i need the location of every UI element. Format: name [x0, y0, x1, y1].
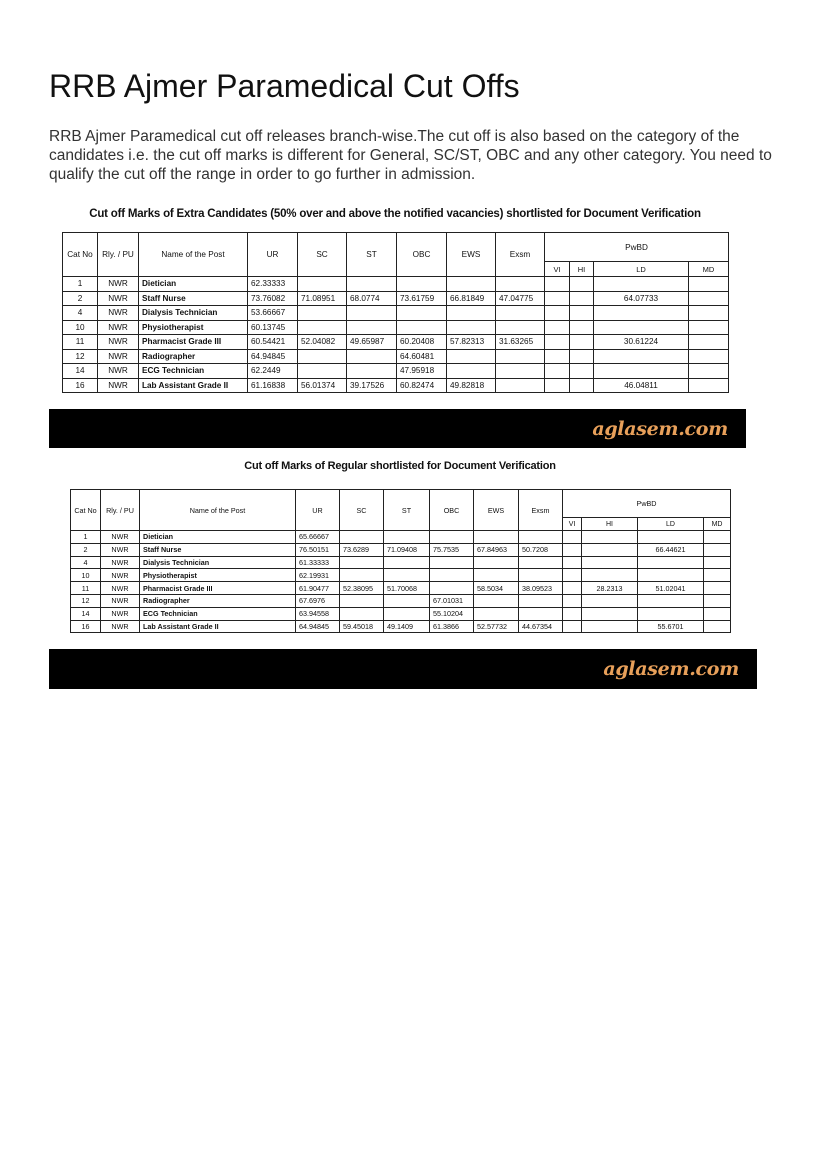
cell-sc [340, 556, 384, 569]
cell-rly: NWR [98, 320, 139, 335]
table-row [71, 556, 731, 569]
cell-sc: 52.04082 [298, 335, 347, 350]
cell-ews [447, 306, 496, 321]
cell-ews: 67.84963 [474, 543, 519, 556]
col-header-ur: UR [296, 490, 340, 531]
cell-vi [563, 569, 582, 582]
col-header-st: ST [347, 233, 397, 277]
cell-ews [447, 364, 496, 379]
cell-st: 68.0774 [347, 291, 397, 306]
col-header-post: Name of the Post [139, 233, 248, 277]
regular-table-body [71, 531, 731, 633]
cell-ur: 60.54421 [248, 335, 298, 350]
cell-ur: 53.66667 [248, 306, 298, 321]
aglasem-logo: aglasem.com [603, 658, 739, 680]
cell-ur: 64.94845 [248, 349, 298, 364]
cell-st: 71.09408 [384, 543, 430, 556]
col-header-ur: UR [248, 233, 298, 277]
cell-ews: 57.82313 [447, 335, 496, 350]
cell-post: Lab Assistant Grade II [140, 620, 296, 633]
table-row [71, 594, 731, 607]
cell-ld [594, 320, 689, 335]
cell-obc [430, 569, 474, 582]
cell-rly: NWR [98, 364, 139, 379]
cell-vi [563, 582, 582, 595]
cell-md [704, 594, 731, 607]
cell-post: Physiotherapist [139, 320, 248, 335]
cell-exsm [496, 320, 545, 335]
cell-rly: NWR [98, 335, 139, 350]
cell-hi [570, 349, 594, 364]
cell-sc [340, 531, 384, 544]
cell-hi [570, 291, 594, 306]
col-header-exsm: Exsm [496, 233, 545, 277]
cell-vi [545, 335, 570, 350]
cell-st: 39.17526 [347, 378, 397, 393]
cell-ur: 67.6976 [296, 594, 340, 607]
cell-cat-no: 12 [63, 349, 98, 364]
cell-exsm [519, 569, 563, 582]
cell-cat-no: 16 [63, 378, 98, 393]
cell-md [689, 291, 729, 306]
watermark-banner [49, 649, 757, 689]
cell-exsm [496, 277, 545, 292]
cell-ur: 65.66667 [296, 531, 340, 544]
cell-obc: 60.82474 [397, 378, 447, 393]
cell-ur: 62.33333 [248, 277, 298, 292]
cell-st [384, 556, 430, 569]
col-header-ews: EWS [447, 233, 496, 277]
cell-sc [340, 594, 384, 607]
cell-hi [570, 277, 594, 292]
cell-obc: 60.20408 [397, 335, 447, 350]
cell-post: Lab Assistant Grade II [139, 378, 248, 393]
col-header-rly: Rly. / PU [101, 490, 140, 531]
cell-sc: 73.6289 [340, 543, 384, 556]
cell-md [689, 349, 729, 364]
cell-exsm [496, 349, 545, 364]
cell-hi [570, 320, 594, 335]
cell-obc [430, 582, 474, 595]
cell-post: Dietician [140, 531, 296, 544]
col-header-sc: SC [298, 233, 347, 277]
cell-ews: 49.82818 [447, 378, 496, 393]
cell-md [689, 364, 729, 379]
cell-md [704, 607, 731, 620]
cell-vi [545, 320, 570, 335]
cell-exsm [519, 594, 563, 607]
cell-obc [430, 556, 474, 569]
cell-cat-no: 2 [71, 543, 101, 556]
cell-rly: NWR [101, 607, 140, 620]
cell-rly: NWR [101, 582, 140, 595]
cell-cat-no: 4 [63, 306, 98, 321]
table-row [63, 306, 729, 321]
table-row [71, 569, 731, 582]
cell-st [347, 364, 397, 379]
cell-ld [638, 594, 704, 607]
cell-st [347, 306, 397, 321]
cell-exsm [496, 378, 545, 393]
cell-st: 51.70068 [384, 582, 430, 595]
cell-ews [447, 349, 496, 364]
cell-ur: 64.94845 [296, 620, 340, 633]
cell-ld [638, 531, 704, 544]
col-header-ld: LD [594, 262, 689, 277]
cell-hi [582, 620, 638, 633]
cell-ur: 61.33333 [296, 556, 340, 569]
cell-hi [582, 531, 638, 544]
cell-st [347, 349, 397, 364]
cell-ld: 46.04811 [594, 378, 689, 393]
cell-ur: 62.2449 [248, 364, 298, 379]
cell-ur: 60.13745 [248, 320, 298, 335]
cell-md [704, 582, 731, 595]
cell-vi [563, 594, 582, 607]
cell-md [689, 306, 729, 321]
cell-ld: 30.61224 [594, 335, 689, 350]
col-header-md: MD [689, 262, 729, 277]
cell-ld [594, 349, 689, 364]
table-row [71, 607, 731, 620]
table-row [63, 335, 729, 350]
cell-st: 49.65987 [347, 335, 397, 350]
cell-post: Staff Nurse [139, 291, 248, 306]
cell-hi [582, 594, 638, 607]
col-header-sc: SC [340, 490, 384, 531]
cell-ld [594, 306, 689, 321]
cell-obc: 64.60481 [397, 349, 447, 364]
cell-post: Dialysis Technician [140, 556, 296, 569]
cell-cat-no: 14 [71, 607, 101, 620]
aglasem-logo: aglasem.com [592, 418, 728, 440]
cell-post: ECG Technician [139, 364, 248, 379]
cell-ur: 76.50151 [296, 543, 340, 556]
cell-hi [570, 378, 594, 393]
cell-vi [545, 364, 570, 379]
table-row [63, 320, 729, 335]
cell-hi: 28.2313 [582, 582, 638, 595]
extra-table-body [63, 277, 729, 393]
cell-hi [582, 543, 638, 556]
cell-post: ECG Technician [140, 607, 296, 620]
col-header-cat-no: Cat No [71, 490, 101, 531]
cell-rly: NWR [101, 569, 140, 582]
cell-st: 49.1409 [384, 620, 430, 633]
cell-hi [582, 569, 638, 582]
cell-exsm [496, 364, 545, 379]
col-header-ld: LD [638, 518, 704, 531]
cell-vi [563, 556, 582, 569]
cell-ur: 61.16838 [248, 378, 298, 393]
cell-post: Dialysis Technician [139, 306, 248, 321]
cell-md [689, 378, 729, 393]
col-header-vi: VI [563, 518, 582, 531]
cell-obc: 73.61759 [397, 291, 447, 306]
cell-rly: NWR [98, 277, 139, 292]
intro-paragraph: RRB Ajmer Paramedical cut off releases branch-wise.The cut off is also based on the category of the candidates i.e. the cut off marks is different for General, SC/ST, OBC and any other category. You need to qualify the cut off the range in order to go further in admission. [49, 128, 772, 183]
cell-ews: 66.81849 [447, 291, 496, 306]
extra-candidates-cutoff-table [62, 232, 729, 393]
cell-vi [563, 620, 582, 633]
cell-ews [474, 531, 519, 544]
cell-md [704, 569, 731, 582]
cell-rly: NWR [101, 620, 140, 633]
cell-sc: 59.45018 [340, 620, 384, 633]
cell-obc [430, 531, 474, 544]
cell-obc: 55.10204 [430, 607, 474, 620]
cell-exsm [496, 306, 545, 321]
cell-ur: 61.90477 [296, 582, 340, 595]
cell-exsm: 50.7208 [519, 543, 563, 556]
cell-st [347, 320, 397, 335]
cell-md [704, 556, 731, 569]
table-row [63, 364, 729, 379]
cell-hi [582, 607, 638, 620]
cell-md [689, 277, 729, 292]
cell-md [704, 543, 731, 556]
cell-rly: NWR [98, 349, 139, 364]
cell-cat-no: 11 [71, 582, 101, 595]
regular-table-caption: Cut off Marks of Regular shortlisted for Document Verification [244, 460, 556, 472]
cell-md [704, 620, 731, 633]
cell-ur: 62.19931 [296, 569, 340, 582]
cell-sc [340, 607, 384, 620]
regular-candidates-cutoff-table [70, 489, 731, 633]
cell-obc [397, 306, 447, 321]
col-header-obc: OBC [430, 490, 474, 531]
cell-vi [545, 349, 570, 364]
cell-exsm [519, 607, 563, 620]
table-row [63, 349, 729, 364]
cell-rly: NWR [98, 378, 139, 393]
cell-obc: 47.95918 [397, 364, 447, 379]
cell-sc: 56.01374 [298, 378, 347, 393]
cell-ld: 55.6701 [638, 620, 704, 633]
table-row [63, 277, 729, 292]
col-header-pwbd: PwBD [545, 233, 729, 262]
cell-vi [545, 378, 570, 393]
cell-obc [397, 320, 447, 335]
col-header-rly: Rly. / PU [98, 233, 139, 277]
cell-hi [582, 556, 638, 569]
cell-md [689, 335, 729, 350]
cell-rly: NWR [101, 531, 140, 544]
cell-cat-no: 2 [63, 291, 98, 306]
cell-rly: NWR [101, 556, 140, 569]
cell-post: Dietician [139, 277, 248, 292]
cell-obc: 67.01031 [430, 594, 474, 607]
cell-ews [474, 607, 519, 620]
cell-cat-no: 11 [63, 335, 98, 350]
cell-ews: 52.57732 [474, 620, 519, 633]
cell-post: Staff Nurse [140, 543, 296, 556]
cell-post: Pharmacist Grade III [139, 335, 248, 350]
cell-cat-no: 12 [71, 594, 101, 607]
col-header-post: Name of the Post [140, 490, 296, 531]
cell-sc [298, 364, 347, 379]
cell-ld: 51.02041 [638, 582, 704, 595]
cell-vi [545, 291, 570, 306]
cell-st [384, 569, 430, 582]
cell-st [384, 594, 430, 607]
cell-rly: NWR [101, 594, 140, 607]
cell-ur: 73.76082 [248, 291, 298, 306]
cell-ews: 58.5034 [474, 582, 519, 595]
cell-ld: 66.44621 [638, 543, 704, 556]
cell-rly: NWR [98, 291, 139, 306]
cell-hi [570, 335, 594, 350]
cell-vi [545, 277, 570, 292]
table-row [63, 378, 729, 393]
cell-sc [340, 569, 384, 582]
col-header-cat-no: Cat No [63, 233, 98, 277]
cell-hi [570, 306, 594, 321]
cell-rly: NWR [101, 543, 140, 556]
cell-cat-no: 14 [63, 364, 98, 379]
cell-ews [474, 594, 519, 607]
cell-st [384, 607, 430, 620]
cell-exsm [519, 556, 563, 569]
cell-vi [563, 531, 582, 544]
cell-sc [298, 306, 347, 321]
cell-ld [638, 607, 704, 620]
col-header-obc: OBC [397, 233, 447, 277]
col-header-hi: HI [582, 518, 638, 531]
cell-ews [447, 277, 496, 292]
cell-ur: 63.94558 [296, 607, 340, 620]
cell-md [704, 531, 731, 544]
watermark-banner [49, 409, 746, 448]
cell-hi [570, 364, 594, 379]
cell-st [384, 531, 430, 544]
cell-post: Radiographer [140, 594, 296, 607]
cell-st [347, 277, 397, 292]
cell-ld [638, 556, 704, 569]
col-header-st: ST [384, 490, 430, 531]
col-header-exsm: Exsm [519, 490, 563, 531]
cell-exsm: 31.63265 [496, 335, 545, 350]
cell-cat-no: 10 [71, 569, 101, 582]
cell-post: Pharmacist Grade III [140, 582, 296, 595]
cell-ld [594, 364, 689, 379]
cell-sc [298, 349, 347, 364]
col-header-vi: VI [545, 262, 570, 277]
cell-vi [563, 543, 582, 556]
cell-vi [545, 306, 570, 321]
col-header-hi: HI [570, 262, 594, 277]
cell-obc: 75.7535 [430, 543, 474, 556]
cell-exsm: 47.04775 [496, 291, 545, 306]
col-header-pwbd: PwBD [563, 490, 731, 518]
cell-cat-no: 1 [63, 277, 98, 292]
cell-ld [638, 569, 704, 582]
cell-ews [474, 569, 519, 582]
cell-ews [474, 556, 519, 569]
cell-sc [298, 277, 347, 292]
cell-md [689, 320, 729, 335]
cell-cat-no: 16 [71, 620, 101, 633]
col-header-md: MD [704, 518, 731, 531]
table-row [63, 291, 729, 306]
cell-post: Physiotherapist [140, 569, 296, 582]
table-row [71, 531, 731, 544]
cell-cat-no: 4 [71, 556, 101, 569]
cell-exsm: 44.67354 [519, 620, 563, 633]
extra-table-caption: Cut off Marks of Extra Candidates (50% over and above the notified vacancies) shortlisted for Document Verification [89, 208, 701, 220]
table-row [71, 543, 731, 556]
cell-vi [563, 607, 582, 620]
cell-exsm: 38.09523 [519, 582, 563, 595]
cell-ews [447, 320, 496, 335]
table-row [71, 620, 731, 633]
cell-ld [594, 277, 689, 292]
cell-cat-no: 1 [71, 531, 101, 544]
cell-sc: 71.08951 [298, 291, 347, 306]
cell-obc: 61.3866 [430, 620, 474, 633]
cell-ld: 64.07733 [594, 291, 689, 306]
cell-post: Radiographer [139, 349, 248, 364]
cell-rly: NWR [98, 306, 139, 321]
col-header-ews: EWS [474, 490, 519, 531]
cell-sc: 52.38095 [340, 582, 384, 595]
page-title: RRB Ajmer Paramedical Cut Offs [49, 68, 520, 104]
cell-sc [298, 320, 347, 335]
cell-obc [397, 277, 447, 292]
cell-exsm [519, 531, 563, 544]
table-row [71, 582, 731, 595]
cell-cat-no: 10 [63, 320, 98, 335]
